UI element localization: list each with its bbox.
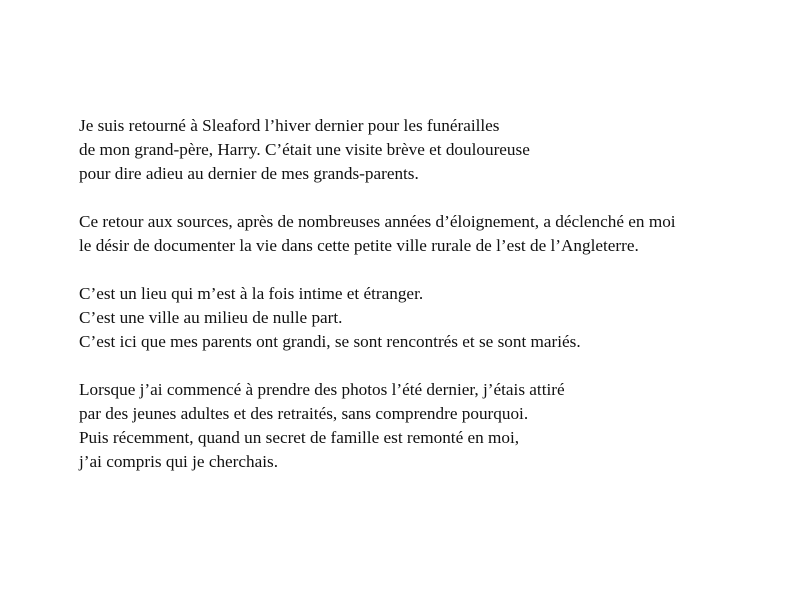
paragraph-line: Ce retour aux sources, après de nombreuses années d’éloignement, a déclenché en moi — [79, 212, 676, 231]
paragraph-line: pour dire adieu au dernier de mes grands-parents. — [79, 164, 419, 183]
body-text — [79, 114, 779, 498]
paragraph-line: le désir de documenter la vie dans cette petite ville rurale de l’est de l’Angleterre. — [79, 236, 639, 255]
paragraph-1 — [79, 114, 779, 186]
paragraph-line: par des jeunes adultes et des retraités, sans comprendre pourquoi. — [79, 404, 529, 423]
paragraph-line: Lorsque j’ai commencé à prendre des photos l’été dernier, j’étais attiré — [79, 380, 565, 399]
paragraph-line: C’est ici que mes parents ont grandi, se sont rencontrés et se sont mariés. — [79, 332, 581, 351]
paragraph-line: j’ai compris qui je cherchais. — [79, 452, 279, 471]
paragraph-line: C’est une ville au milieu de nulle part. — [79, 308, 343, 327]
paragraph-line: Puis récemment, quand un secret de famille est remonté en moi, — [79, 428, 520, 447]
paragraph-4 — [79, 378, 779, 474]
paragraph-3 — [79, 282, 779, 354]
paragraph-line: Je suis retourné à Sleaford l’hiver dernier pour les funérailles — [79, 116, 500, 135]
paragraph-line: de mon grand-père, Harry. C’était une visite brève et douloureuse — [79, 140, 530, 159]
paragraph-2 — [79, 210, 779, 258]
paragraph-line: C’est un lieu qui m’est à la fois intime et étranger. — [79, 284, 424, 303]
